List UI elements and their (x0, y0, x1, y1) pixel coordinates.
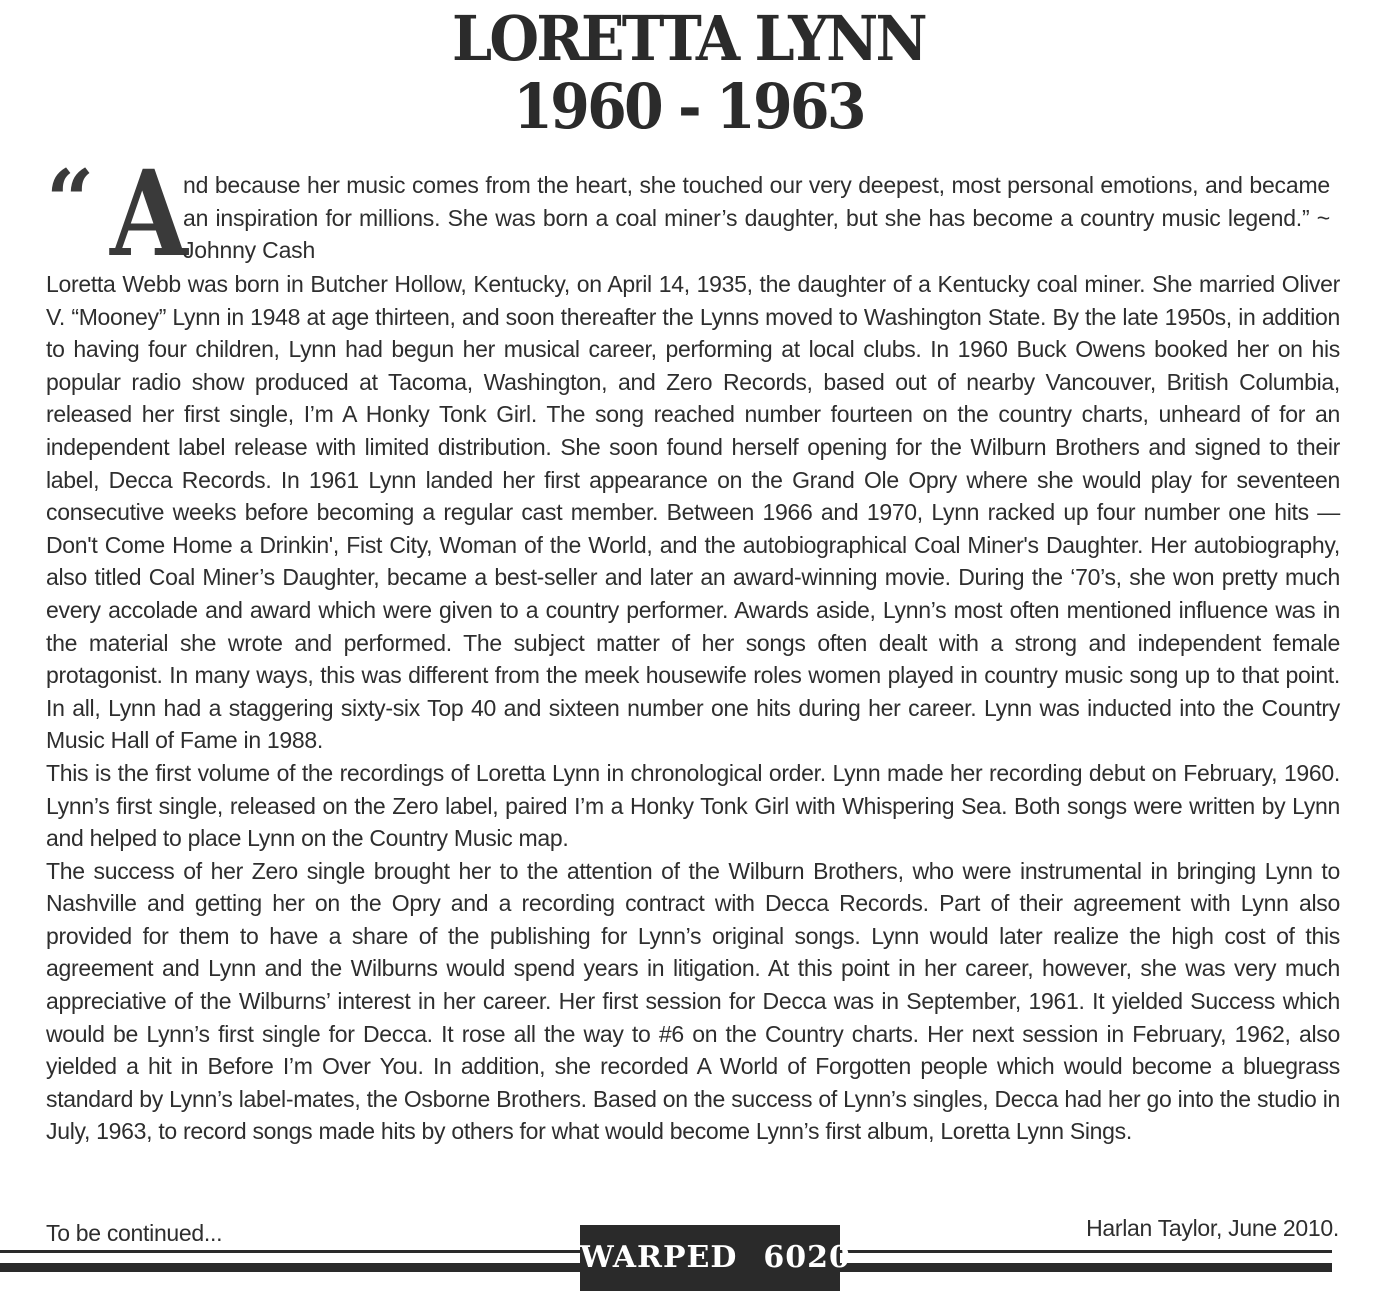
catalog-badge (580, 1225, 851, 1291)
open-quote-mark: “ (46, 151, 95, 250)
drop-cap: A (110, 144, 188, 283)
paragraph-decca-years: The success of her Zero single brought her to the attention of the Wilburn Brothers, who were instrumental in bringing Lynn to Nashville and getting her on the Opry and a recording contract with Decca Records. Part of their agreement with Lynn also provided for them to have a share of the publishing for Lynn’s original songs. Lynn would later realize the high cost of this agreement and Lynn and the Wilburns would spend years in litigation. At this point in her career, however, she was very much appreciative of the Wilburns’ interest in her career. Her first session for Decca was in September, 1961. It yielded Success which would be Lynn’s first single for Decca. It rose all the way to #6 on the Country charts. Her next session in February, 1962, also yielded a hit in Before I’m Over You. In addition, she recorded A World of Forgotten people which would become a bluegrass standard by Lynn’s label-mates, the Osborne Brothers. Based on the success of Lynn’s singles, Decca had her go into the studio in July, 1963, to record songs made hits by others for what would become Lynn’s first album, Loretta Lynn Sings. (46, 857, 1340, 1145)
artist-name: LORETTA LYNN (452, 2, 925, 75)
year-range: 1960 - 1963 (513, 70, 864, 143)
paragraph-biography: Loretta Webb was born in Butcher Hollow, Kentucky, on April 14, 1935, the daughter of a Kentucky coal miner. She married Oliver V. “Mooney” Lynn in 1948 at age thirteen, and soon thereafter the Lynns moved to Washington State. By the late 1950s, in addition to having four children, Lynn had begun her musical career, performing at local clubs. In 1960 Buck Owens booked her on his popular radio show produced at Tacoma, Washington, and Zero Records, based out of nearby Vancouver, British Columbia, released her first single, I’m A Honky Tonk Girl. The song reached number fourteen on the country charts, unheard of for an independent label release with limited distribution. She soon found herself opening for the Wilburn Brothers and signed to their label, Decca Records. In 1961 Lynn landed her first appearance on the Grand Ole Opry where she would play for seventeen consecutive weeks before becoming a regular cast member. Between 1966 and 1970, Lynn racked up four number one hits — Don't Come Home a Drinkin', Fist City, Woman of the World, and the autobiographical Coal Miner's Daughter. Her autobiography, also titled Coal Miner’s Daughter, became a best-seller and later an award-winning movie. During the ‘70’s, she won pretty much every accolade and award which were given to a country performer. Awards aside, Lynn’s most often mentioned influence was in the material she wrote and performed. The subject matter of her songs often dealt with a strong and independent female protagonist. In many ways, this was different from the meek housewife roles women played in country music song up to that point. In all, Lynn had a staggering sixty-six Top 40 and sixteen number one hits during her career. Lynn was inducted into the Country Music Hall of Fame in 1988. (46, 271, 1340, 754)
label-name: WARPED (580, 1240, 738, 1275)
catalog-number: 6020 (763, 1240, 851, 1275)
article-body (46, 268, 1340, 1148)
footer-rule-thick-left (0, 1263, 582, 1272)
page-title (0, 2, 1377, 143)
author-signature: Harlan Taylor, June 2010. (1086, 1215, 1339, 1241)
opening-quote (46, 144, 1338, 283)
continued-note: To be continued... (46, 1220, 223, 1246)
paragraph-first-volume: This is the first volume of the recordings of Loretta Lynn in chronological order. Lynn made her recording debut on February, 1960. Lynn’s first single, released on the Zero label, paired I’m a Honky Tonk Girl with Whispering Sea. Both songs were written by Lynn and helped to place Lynn on the Country Music map. (46, 759, 1340, 852)
footer-rule-thick-right (838, 1263, 1332, 1272)
quote-text: nd because her music comes from the heart, she touched our very deepest, most personal emotions, and became an inspiration for millions. She was born a coal miner’s daughter, but she has become a country music legend.” ~ Johnny Cash (183, 172, 1330, 263)
footer-rule-thin-left (0, 1250, 582, 1253)
footer-rule-thin-right (838, 1250, 1332, 1253)
